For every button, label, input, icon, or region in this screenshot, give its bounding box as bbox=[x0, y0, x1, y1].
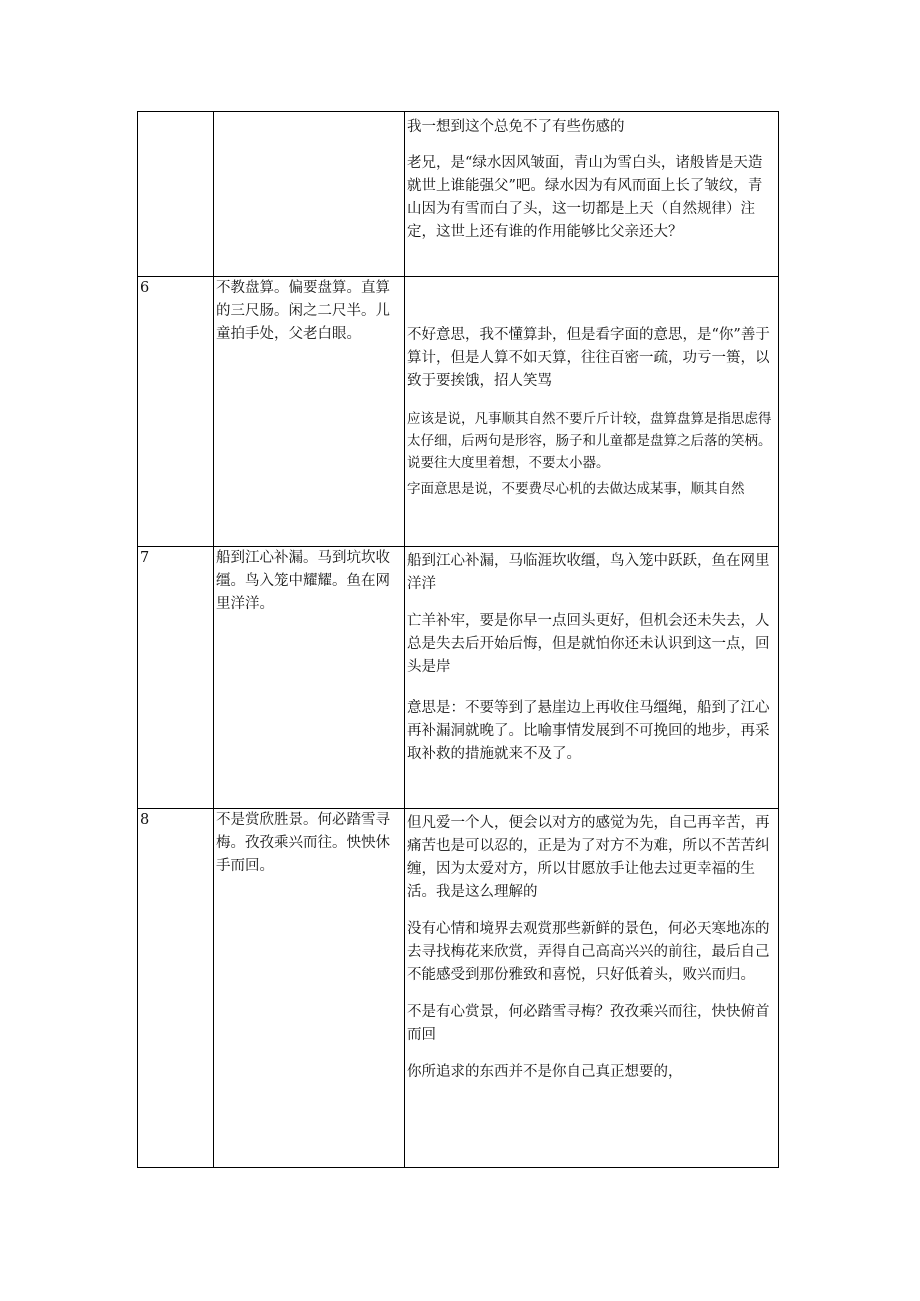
original-text-cell: 船到江心补漏。马到坑坎收缰。鸟入笼中耀耀。鱼在网里洋洋。 bbox=[214, 547, 405, 809]
original-text-cell: 不教盘算。偏要盘算。直算的三尺肠。闲之二尺半。儿童拍手处，父老白眼。 bbox=[214, 277, 405, 547]
explanation-paragraph: 意思是：不要等到了悬崖边上再收住马缰绳，船到了江心再补漏洞就晚了。比喻事情发展到不可挽回的地步，再采取补救的措施就来不及了。 bbox=[407, 700, 770, 762]
explanation-paragraph: 但凡爱一个人，便会以对方的感觉为先，自己再辛苦，再痛苦也是可以忍的，正是为了对方不为难，所以不苦苦纠缠，因为太爱对方，所以甘愿放手让他去过更幸福的生活。我是这么理解的 bbox=[407, 815, 770, 900]
row-number-cell: 8 bbox=[138, 809, 214, 1168]
explanation-paragraph: 你所追求的东西并不是你自己真正想要的， bbox=[407, 1064, 683, 1080]
row-number-cell: 6 bbox=[138, 277, 214, 547]
explanation-paragraph: 字面意思是说，不要费尽心机的去做达成某事，顺其自然 bbox=[407, 481, 745, 497]
explanation-cell bbox=[405, 112, 779, 277]
explanation-paragraph: 船到江心补漏，马临涯坎收缰，鸟入笼中跃跃，鱼在网里洋洋 bbox=[407, 553, 770, 592]
explanation-cell bbox=[405, 277, 779, 547]
explanation-paragraph: 我一想到这个总免不了有些伤感的 bbox=[407, 119, 625, 135]
explanation-cell bbox=[405, 809, 779, 1168]
row-number-cell: 7 bbox=[138, 547, 214, 809]
table-row bbox=[138, 547, 779, 809]
content-table bbox=[137, 111, 779, 1168]
explanation-paragraph: 没有心情和境界去观赏那些新鲜的景色，何必天寒地冻的去寻找梅花来欣赏，弄得自己高高兴兴的前往，最后自己不能感受到那份雅致和喜悦，只好低着头，败兴而归。 bbox=[407, 921, 770, 983]
explanation-paragraph: 亡羊补牢，要是你早一点回头更好，但机会还未失去，人总是失去后开始后悔，但是就怕你还未认识到这一点，回头是岸 bbox=[407, 613, 770, 675]
table-row bbox=[138, 277, 779, 547]
original-text-cell bbox=[214, 112, 405, 277]
table-row bbox=[138, 809, 779, 1168]
explanation-paragraph: 应该是说，凡事顺其自然不要斤斤计较，盘算盘算是指思虑得太仔细，后两句是形容，肠子和儿童都是盘算之后落的笑柄。说要往大度里着想，不要太小器。 bbox=[407, 411, 772, 471]
original-text-cell: 不是赏欣胜景。何必踏雪寻梅。孜孜乘兴而往。怏怏休手而回。 bbox=[214, 809, 405, 1168]
explanation-cell bbox=[405, 547, 779, 809]
row-number-cell bbox=[138, 112, 214, 277]
explanation-paragraph: 不是有心赏景，何必踏雪寻梅？孜孜乘兴而往，快快俯首而回 bbox=[407, 1004, 770, 1043]
explanation-paragraph: 老兄，是“绿水因风皱面，青山为雪白头，诸般皆是天造就世上谁能强父”吧。绿水因为有风而面上长了皱纹，青山因为有雪而白了头，这一切都是上天（自然规律）注定，这世上还有谁的作用能够比父亲还大？ bbox=[407, 155, 763, 240]
explanation-paragraph: 不好意思，我不懂算卦，但是看字面的意思，是“你”善于算计，但是人算不如天算，往往百密一疏，功亏一篑，以致于要挨饿，招人笑骂 bbox=[407, 327, 770, 389]
table-row bbox=[138, 112, 779, 277]
